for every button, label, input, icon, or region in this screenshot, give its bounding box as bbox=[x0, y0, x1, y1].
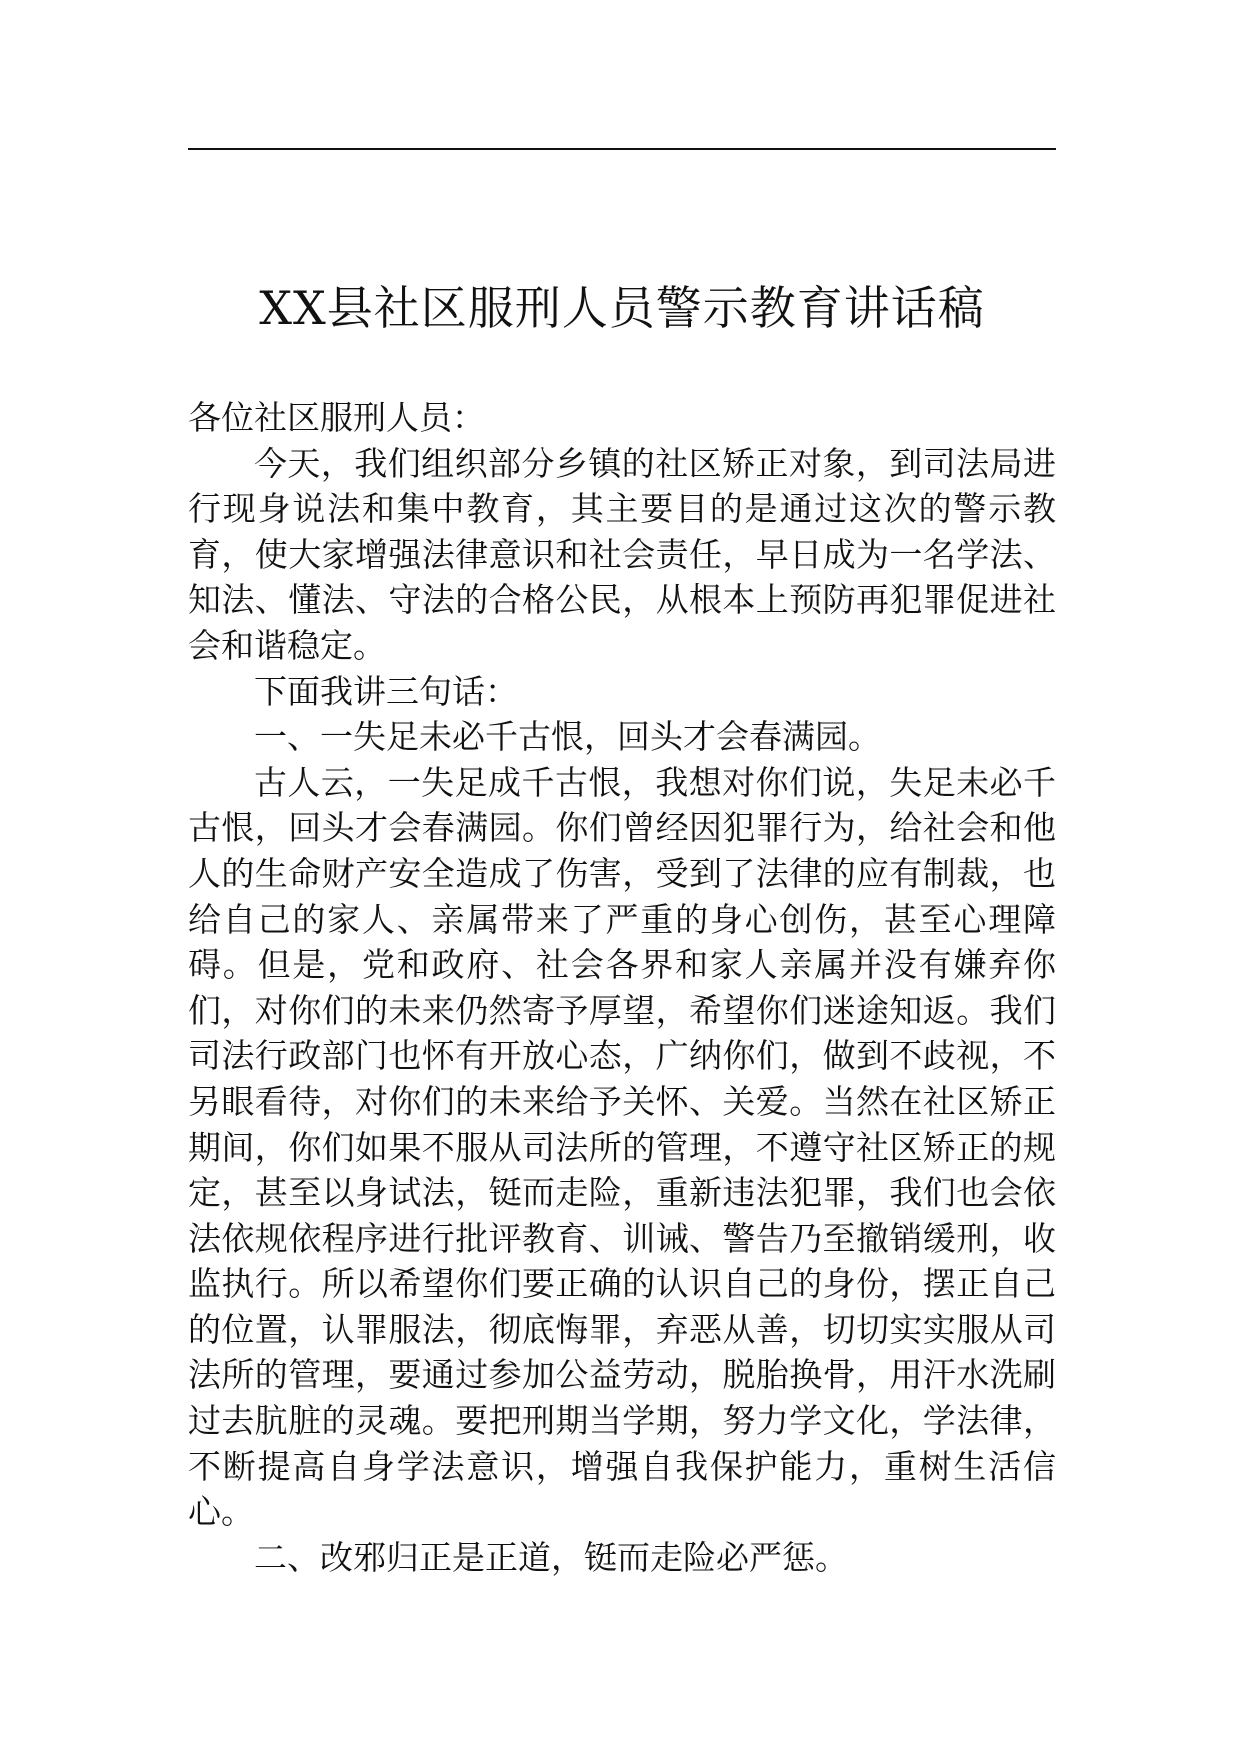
paragraph-transition: 下面我讲三句话： bbox=[254, 671, 518, 711]
paragraph-intro: 今天，我们组织部分乡镇的社区矫正对象，到司法局进行现身说法和集中教育，其主要目的是通过这次的警示教育，使大家增强法律意识和社会责任，早日成为一名学法、知法、懂法、守法的合格公民，从根本上预防再犯罪促进社会和谐稳定。 bbox=[188, 443, 1056, 665]
section-heading-1: 一、一失足未必千古恨，回头才会春满园。 bbox=[254, 717, 881, 757]
document-title: XX县社区服刑人员警示教育讲话稿 bbox=[259, 281, 985, 335]
section-body-1: 古人云，一失足成千古恨，我想对你们说，失足未必千古恨，回头才会春满园。你们曾经因犯罪行为，给社会和他人的生命财产安全造成了伤害，受到了法律的应有制裁，也给自己的家人、亲属带来了严重的身心创伤，甚至心理障碍。但是，党和政府、社会各界和家人亲属并没有嫌弃你们，对你们的未来仍然寄予厚望，希望你们迷途知返。我们司法行政部门也怀有开放心态，广纳你们，做到不歧视，不另眼看待，对你们的未来给予关怀、关爱。当然在社区矫正期间，你们如果不服从司法所的管理，不遵守社区矫正的规定，甚至以身试法，铤而走险，重新违法犯罪，我们也会依法依规依程序进行批评教育、训诫、警告乃至撤销缓刑，收监执行。所以希望你们要正确的认识自己的身份，摆正自己的位置，认罪服法，彻底悔罪，弃恶从善，切切实实服从司法所的管理，要通过参加公益劳动，脱胎换骨，用汗水洗刷过去肮脏的灵魂。要把刑期当学期，努力学文化，学法律，不断提高自身学法意识，增强自我保护能力，重树生活信心。 bbox=[188, 762, 1056, 1532]
document-body bbox=[188, 395, 1056, 1580]
header-rule bbox=[188, 148, 1056, 150]
salutation: 各位社区服刑人员： bbox=[188, 398, 485, 437]
section-heading-2: 二、改邪归正是正道，铤而走险必严惩。 bbox=[254, 1537, 848, 1577]
